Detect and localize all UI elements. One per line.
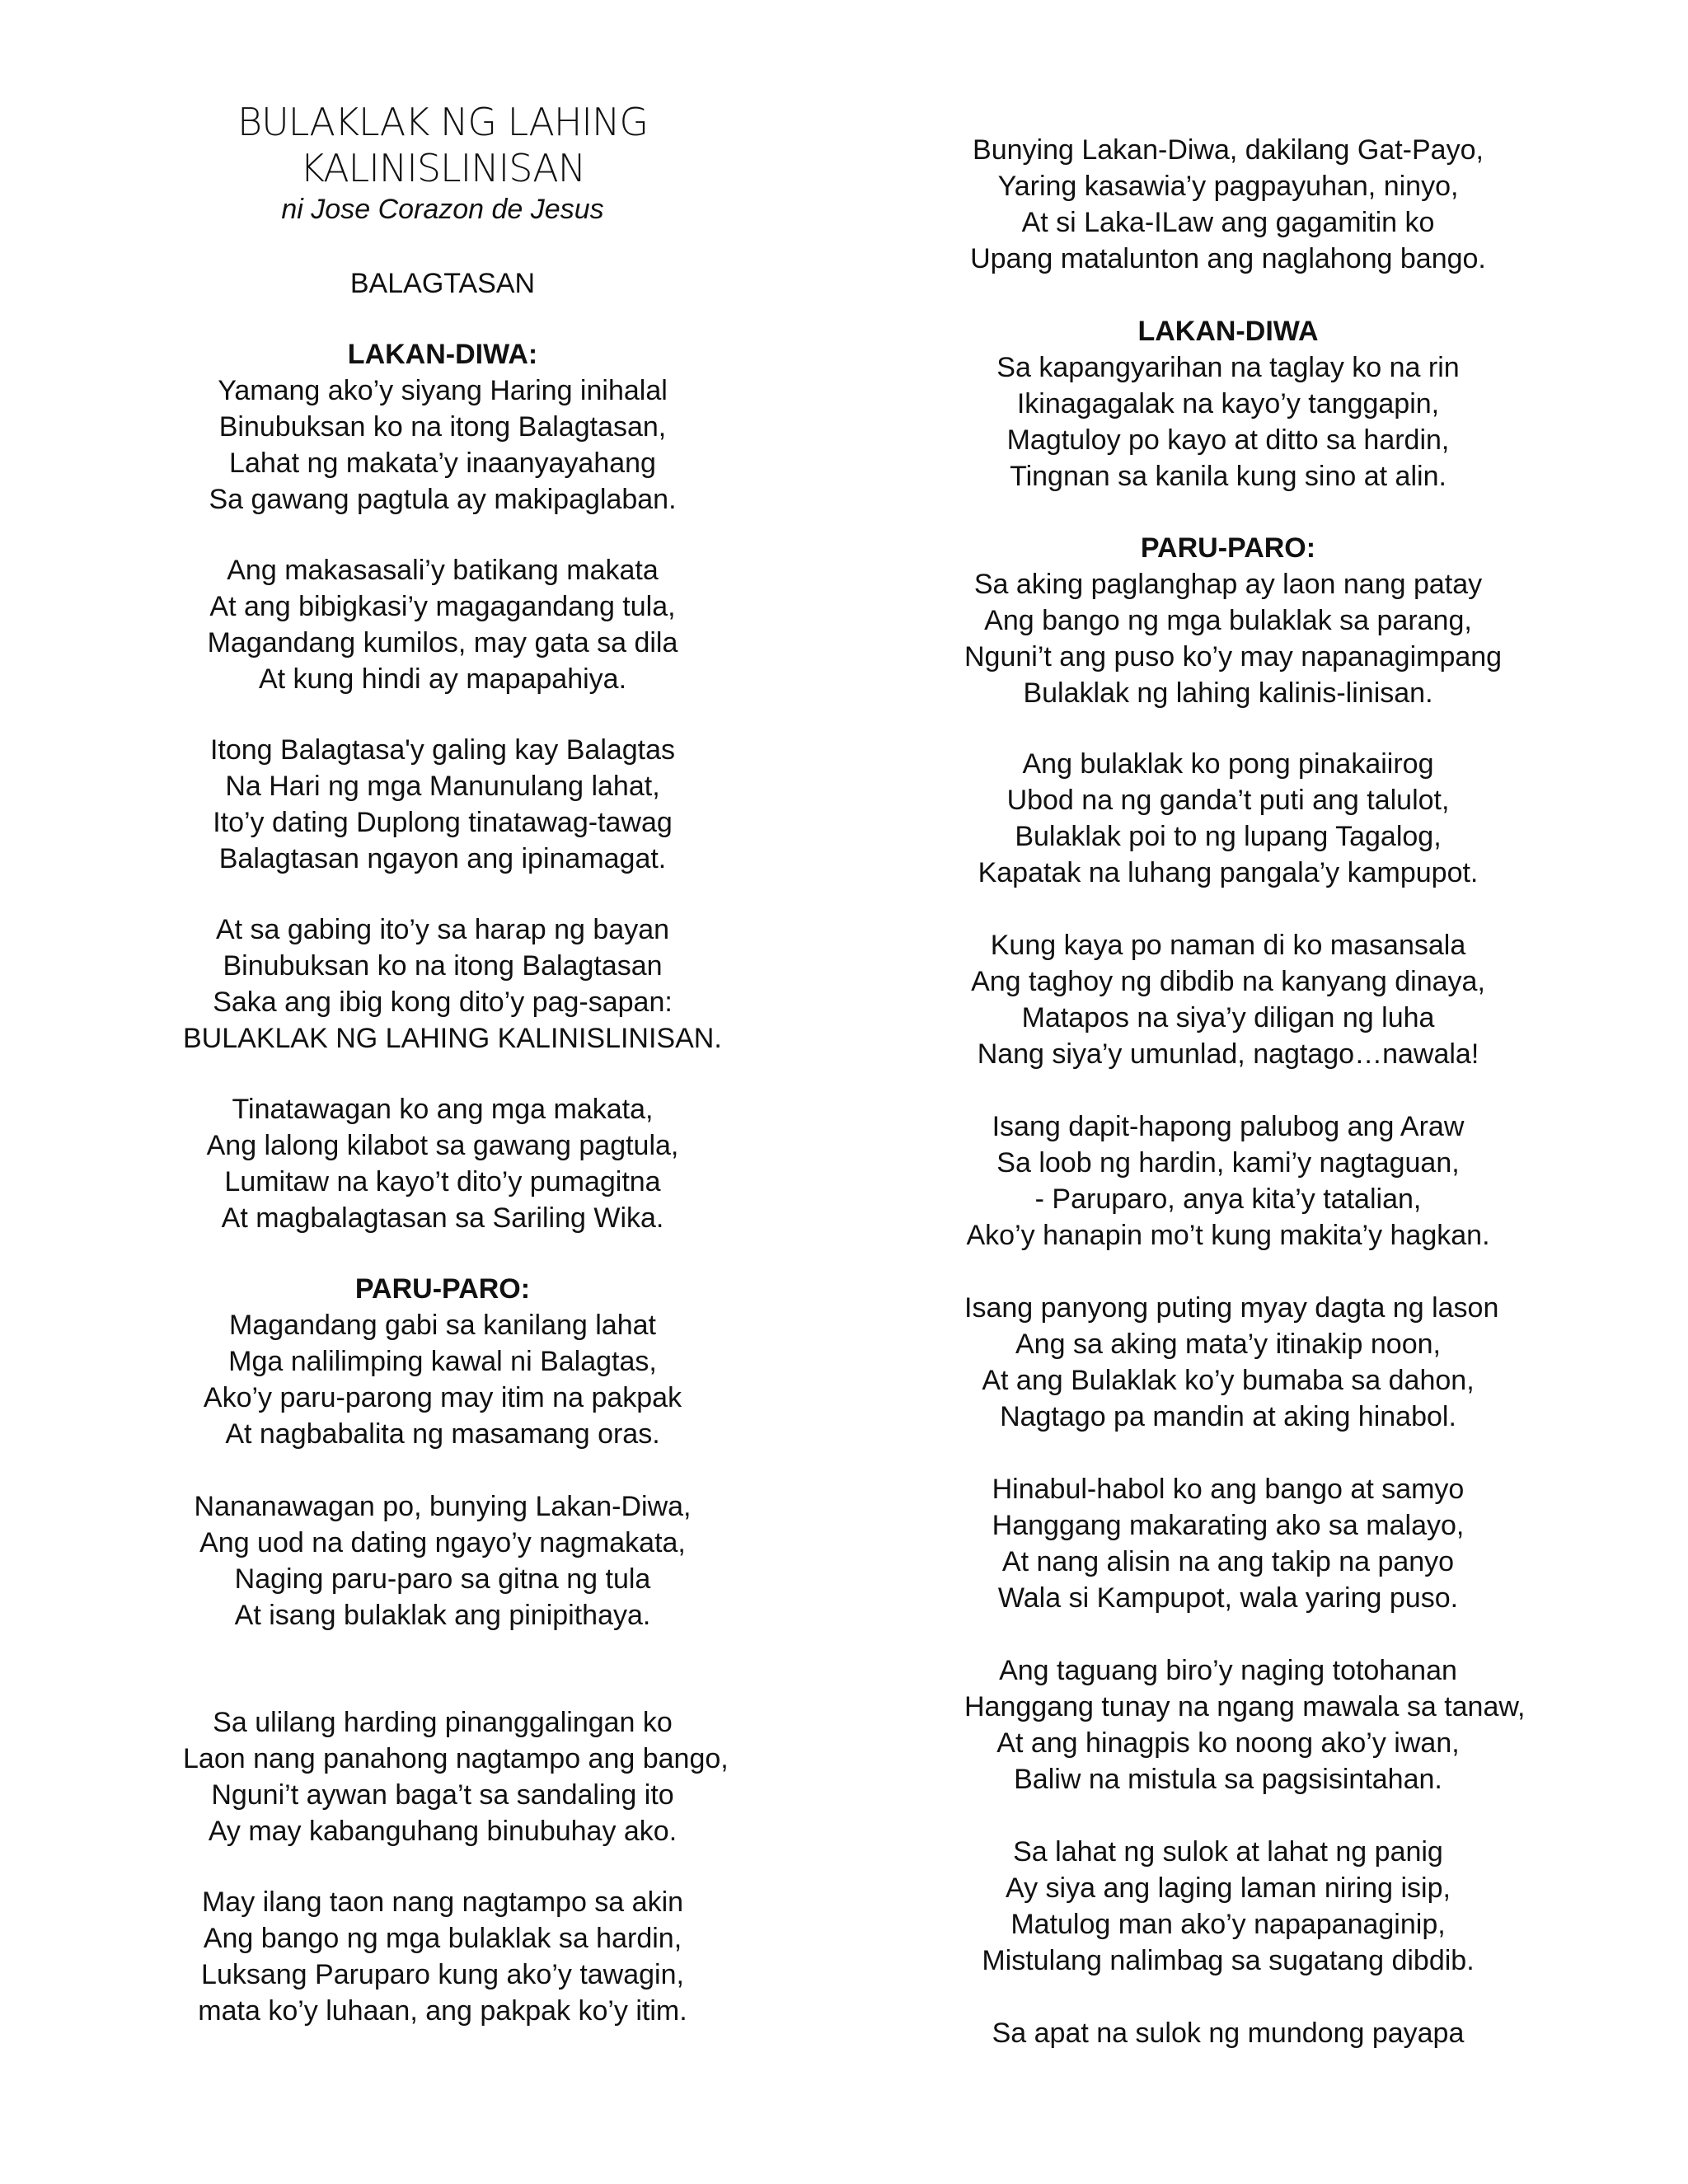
verse-line: Ang lalong kilabot sa gawang pagtula, xyxy=(206,1130,679,1161)
stanza xyxy=(964,530,1503,711)
verse-line: Baliw na mistula sa pagsisintahan. xyxy=(1014,1764,1442,1795)
section-label: BALAGTASAN xyxy=(349,268,536,299)
verse-line: At magbalagtasan sa Sariling Wika. xyxy=(221,1202,664,1234)
speaker-label: PARU-PARO: xyxy=(1140,532,1316,564)
verse-line: At kung hindi ay mapapahiya. xyxy=(258,663,627,695)
verse-line: Sa loob ng hardin, kami’y nagtaguan, xyxy=(996,1147,1460,1179)
verse-line: Balagtasan ngayon ang ipinamagat. xyxy=(218,843,667,874)
verse-line: At ang Bulaklak ko’y bumaba sa dahon, xyxy=(982,1365,1475,1396)
stanza xyxy=(964,313,1492,494)
verse-line: Lumitaw na kayo’t dito’y pumagitna xyxy=(224,1166,661,1197)
stanza xyxy=(964,927,1492,1072)
verse-line: Kung kaya po naman di ko masansala xyxy=(990,930,1466,961)
verse-line: Ang makasasali’y batikang makata xyxy=(227,555,659,586)
verse-line: At nagbabalita ng masamang oras. xyxy=(225,1418,660,1450)
verse-line: Magandang gabi sa kanilang lahat xyxy=(229,1310,656,1341)
verse-line: Ito’y dating Duplong tinatawag-tawag xyxy=(213,807,673,838)
verse-line: At ang hinagpis ko noong ako’y iwan, xyxy=(996,1727,1460,1759)
verse-line: Tingnan sa kanila kung sino at alin. xyxy=(1010,461,1447,492)
verse-line: Luksang Paruparo kung ako’y tawagin, xyxy=(201,1959,684,1990)
verse-line: Magandang kumilos, may gata sa dila xyxy=(207,627,678,658)
title-block xyxy=(183,99,702,227)
stanza xyxy=(183,336,702,518)
verse-line: Upang matalunton ang naglahong bango. xyxy=(970,243,1486,274)
verse-line: Ang taguang biro’y naging totohanan xyxy=(999,1655,1457,1686)
verse-line: Mistulang nalimbag sa sugatang dibdib. xyxy=(982,1945,1475,1976)
verse-line: Saka ang ibig kong dito’y pag-sapan: xyxy=(213,987,673,1018)
verse-line: Mga nalilimping kawal ni Balagtas, xyxy=(228,1346,657,1377)
stanza xyxy=(183,1488,702,1633)
verse-line: Na Hari ng mga Manunulang lahat, xyxy=(225,771,660,802)
verse-line: Nananawagan po, bunying Lakan-Diwa, xyxy=(194,1491,692,1522)
verse-line: Hanggang makarating ako sa malayo, xyxy=(992,1510,1465,1541)
stanza xyxy=(964,1108,1492,1254)
verse-line: Yamang ako’y siyang Haring inihalal xyxy=(218,375,668,406)
stanza xyxy=(964,746,1492,891)
verse-line: At nang alisin na ang takip na panyo xyxy=(1001,1546,1455,1577)
verse-line: Ikinagagalak na kayo’y tanggapin, xyxy=(1016,388,1440,419)
verse-line: Ubod na ng ganda’t puti ang talulot, xyxy=(1006,785,1450,816)
stanza xyxy=(964,132,1492,277)
verse-line: Ay may kabanguhang binubuhay ako. xyxy=(208,1816,678,1847)
stanza xyxy=(183,1091,702,1236)
verse-line: Ako’y hanapin mo’t kung makita’y hagkan. xyxy=(966,1220,1490,1251)
stanza xyxy=(183,1884,702,2029)
verse-line: Sa ulilang harding pinanggalingan ko xyxy=(213,1707,673,1738)
verse-line: At isang bulaklak ang pinipithaya. xyxy=(234,1600,651,1631)
verse-line: Ang taghoy ng dibdib na kanyang dinaya, xyxy=(971,966,1485,997)
verse-line: Naging paru-paro sa gitna ng tula xyxy=(234,1563,651,1595)
stanza xyxy=(964,1290,1499,1435)
verse-line: Isang dapit-hapong palubog ang Araw xyxy=(992,1111,1465,1142)
verse-line: Matulog man ako’y napapanaginip, xyxy=(1010,1909,1446,1940)
stanza xyxy=(183,732,702,877)
stanza xyxy=(183,1271,702,1452)
verse-line: Nagtago pa mandin at aking hinabol. xyxy=(1000,1401,1456,1432)
verse-line: Ang uod na dating ngayo’y nagmakata, xyxy=(199,1527,686,1558)
verse-line: mata ko’y luhaan, ang pakpak ko’y itim. xyxy=(198,1995,687,2027)
verse-line: Matapos na siya’y diligan ng luha xyxy=(1021,1002,1435,1033)
verse-line: Binubuksan ko na itong Balagtasan xyxy=(223,950,663,982)
title-line-1: BULAKLAK NG LAHING xyxy=(237,100,649,144)
verse-line: Ang bango ng mga bulaklak sa parang, xyxy=(984,605,1472,636)
verse-line: Wala si Kampupot, wala yaring puso. xyxy=(997,1582,1459,1614)
verse-line: - Paruparo, anya kita’y tatalian, xyxy=(1034,1183,1422,1215)
verse-line: At sa gabing ito’y sa harap ng bayan xyxy=(215,914,670,945)
verse-line: Hanggang tunay na ngang mawala sa tanaw, xyxy=(964,1691,1526,1722)
verse-line: Bulaklak ng lahing kalinis-linisan. xyxy=(1023,677,1433,709)
verse-line: Sa aking paglanghap ay laon nang patay xyxy=(973,569,1483,600)
verse-line: Itong Balagtasa'y galing kay Balagtas xyxy=(209,734,676,766)
verse-line: Yaring kasawia’y pagpayuhan, ninyo, xyxy=(997,171,1459,202)
verse-line: Nguni’t ang puso ko’y may napanagimpang xyxy=(964,641,1503,673)
stanza xyxy=(183,552,702,697)
verse-line: Ang sa aking mata’y itinakip noon, xyxy=(1015,1329,1441,1360)
verse-line: Bulaklak poi to ng lupang Tagalog, xyxy=(1015,821,1442,852)
verse-line: Tinatawagan ko ang mga makata, xyxy=(232,1094,654,1125)
verse-line: Magtuloy po kayo at ditto sa hardin, xyxy=(1006,424,1450,456)
speaker-label: LAKAN-DIWA: xyxy=(347,339,538,370)
verse-line: Kapatak na luhang pangala’y kampupot. xyxy=(978,857,1479,888)
stanza xyxy=(964,1471,1492,1616)
speaker-label: PARU-PARO: xyxy=(354,1273,531,1305)
author: ni Jose Corazon de Jesus xyxy=(281,194,604,225)
stanza xyxy=(183,1704,729,1849)
verse-line: Nguni’t aywan baga’t sa sandaling ito xyxy=(211,1779,674,1811)
speaker-label: LAKAN-DIWA xyxy=(1137,316,1319,347)
verse-line: Nang siya’y umunlad, nagtago…nawala! xyxy=(977,1038,1479,1070)
verse-line: Ako’y paru-parong may itim na pakpak xyxy=(203,1382,682,1413)
verse-line: Binubuksan ko na itong Balagtasan, xyxy=(218,411,667,443)
verse-line: BULAKLAK NG LAHING KALINISLINISAN. xyxy=(183,1023,722,1054)
verse-line: Isang panyong puting myay dagta ng lason xyxy=(964,1292,1499,1324)
verse-line: Ay siya ang laging laman niring isip, xyxy=(1006,1872,1451,1904)
verse-line: Laon nang panahong nagtampo ang bango, xyxy=(183,1743,729,1774)
stanza xyxy=(964,1834,1492,1979)
verse-line: Sa lahat ng sulok at lahat ng panig xyxy=(1013,1836,1443,1868)
verse-line: May ilang taon nang nagtampo sa akin xyxy=(201,1886,684,1918)
title-line-2: KALINISLINISAN xyxy=(299,146,586,190)
stanza xyxy=(964,1652,1526,1797)
verse-line: Bunying Lakan-Diwa, dakilang Gat-Payo, xyxy=(973,134,1484,166)
verse-line: Sa kapangyarihan na taglay ko na rin xyxy=(996,352,1460,383)
stanza xyxy=(183,912,722,1057)
verse-line: Ang bango ng mga bulaklak sa hardin, xyxy=(203,1923,682,1954)
verse-line: Lahat ng makata’y inaanyayahang xyxy=(229,448,656,479)
verse-line: Hinabul-habol ko ang bango at samyo xyxy=(992,1474,1465,1505)
verse-line: At si Laka-ILaw ang gagamitin ko xyxy=(1021,207,1435,238)
verse-line: Sa gawang pagtula ay makipaglaban. xyxy=(209,484,677,515)
stanza xyxy=(964,2015,1492,2051)
verse-line: Ang bulaklak ko pong pinakaiirog xyxy=(1022,748,1434,780)
verse-line: Sa apat na sulok ng mundong payapa xyxy=(992,2018,1465,2049)
verse-line: At ang bibigkasi’y magagandang tula, xyxy=(209,591,676,622)
